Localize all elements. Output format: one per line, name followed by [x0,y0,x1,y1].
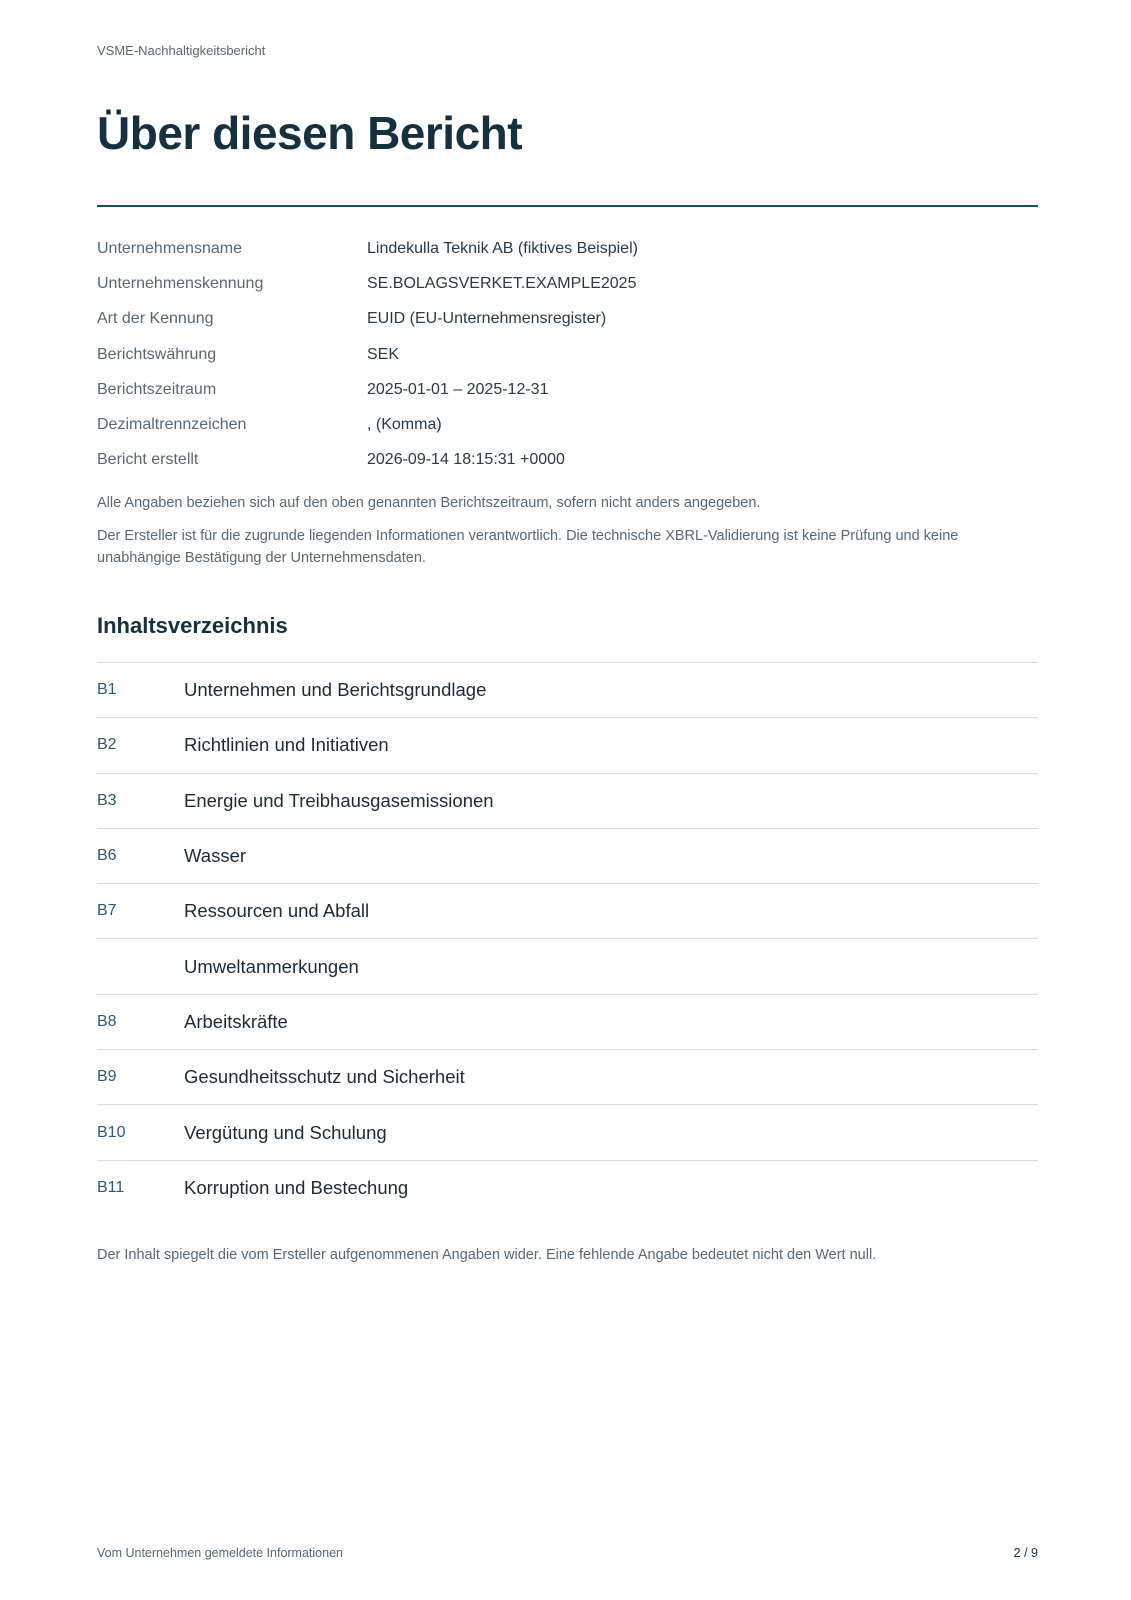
toc-code: B3 [97,791,117,809]
period-note: Alle Angaben beziehen sich auf den oben genannten Berichtszeitraum, sofern nicht anders angegeben. [97,495,761,511]
meta-value: 2026-09-14 18:15:31 +0000 [367,451,565,469]
toc-title: Richtlinien und Initiativen [184,734,389,756]
running-header: VSME-Nachhaltigkeitsbericht [97,43,266,58]
meta-label: Unternehmensname [97,239,242,257]
content-note: Der Inhalt spiegelt die vom Ersteller aufgenommenen Angaben wider. Eine fehlende Angabe bedeutet nicht den Wert null. [97,1247,877,1263]
meta-value: SEK [367,345,400,363]
toc-item-environment-notes[interactable] [97,938,1038,993]
toc-title: Arbeitskräfte [184,1010,288,1032]
report-page [97,0,1038,1600]
toc-code: B11 [97,1178,125,1196]
meta-row-company-name [97,231,1038,266]
toc-item-b8[interactable] [97,994,1038,1049]
meta-value: SE.BOLAGSVERKET.EXAMPLE2025 [367,274,637,292]
meta-label: Berichtszeitraum [97,380,217,398]
report-metadata [97,231,1038,478]
toc-title: Ressourcen und Abfall [184,900,370,922]
toc-heading: Inhaltsverzeichnis [97,613,288,638]
page-title: Über diesen Bericht [97,107,523,159]
toc-code: B1 [97,681,117,699]
meta-row-company-id [97,266,1038,301]
meta-label: Berichtswährung [97,345,217,363]
toc-item-b11[interactable] [97,1160,1038,1215]
meta-row-currency [97,337,1038,372]
toc-item-b3[interactable] [97,773,1038,828]
page-footer-text: Vom Unternehmen gemeldete Informationen [97,1546,343,1560]
meta-row-id-type [97,302,1038,337]
toc-item-b9[interactable] [97,1049,1038,1104]
toc-code: B6 [97,847,117,865]
meta-value: Lindekulla Teknik AB (fiktives Beispiel) [367,239,638,257]
meta-row-created [97,443,1038,478]
toc-code: B10 [97,1123,126,1141]
meta-label: Bericht erstellt [97,451,199,469]
toc-title: Unternehmen und Berichtsgrundlage [184,679,487,701]
meta-label: Unternehmenskennung [97,274,264,292]
toc-code: B2 [97,736,117,754]
toc-code: B8 [97,1012,117,1030]
meta-value: 2025-01-01 – 2025-12-31 [367,380,549,398]
toc-title: Gesundheitsschutz und Sicherheit [184,1066,465,1088]
meta-row-period [97,372,1038,407]
toc-item-b6[interactable] [97,828,1038,883]
toc-item-b2[interactable] [97,717,1038,772]
toc-title: Vergütung und Schulung [184,1121,387,1143]
toc-title: Korruption und Bestechung [184,1176,409,1198]
toc-title: Energie und Treibhausgasemissionen [184,789,494,811]
table-of-contents [97,662,1038,1215]
title-divider [97,205,1038,207]
meta-value: EUID (EU-Unternehmensregister) [367,310,607,328]
toc-title: Wasser [184,845,247,867]
meta-value: , (Komma) [367,416,442,434]
toc-code: B9 [97,1068,117,1086]
toc-item-b10[interactable] [97,1104,1038,1159]
toc-item-b1[interactable] [97,662,1038,717]
meta-label: Dezimaltrennzeichen [97,416,247,434]
responsibility-note: Der Ersteller ist für die zugrunde liegenden Informationen verantwortlich. Die technische XBRL-Validierung ist keine Prüfung und keine unabhängige Bestätigung der Unternehmensdaten. [97,528,959,566]
meta-label: Art der Kennung [97,310,214,328]
toc-title: Umweltanmerkungen [184,955,359,977]
meta-row-decimal-separator [97,407,1038,442]
page-number: 2 / 9 [1013,1546,1038,1560]
toc-code: B7 [97,902,117,920]
toc-item-b7[interactable] [97,883,1038,938]
